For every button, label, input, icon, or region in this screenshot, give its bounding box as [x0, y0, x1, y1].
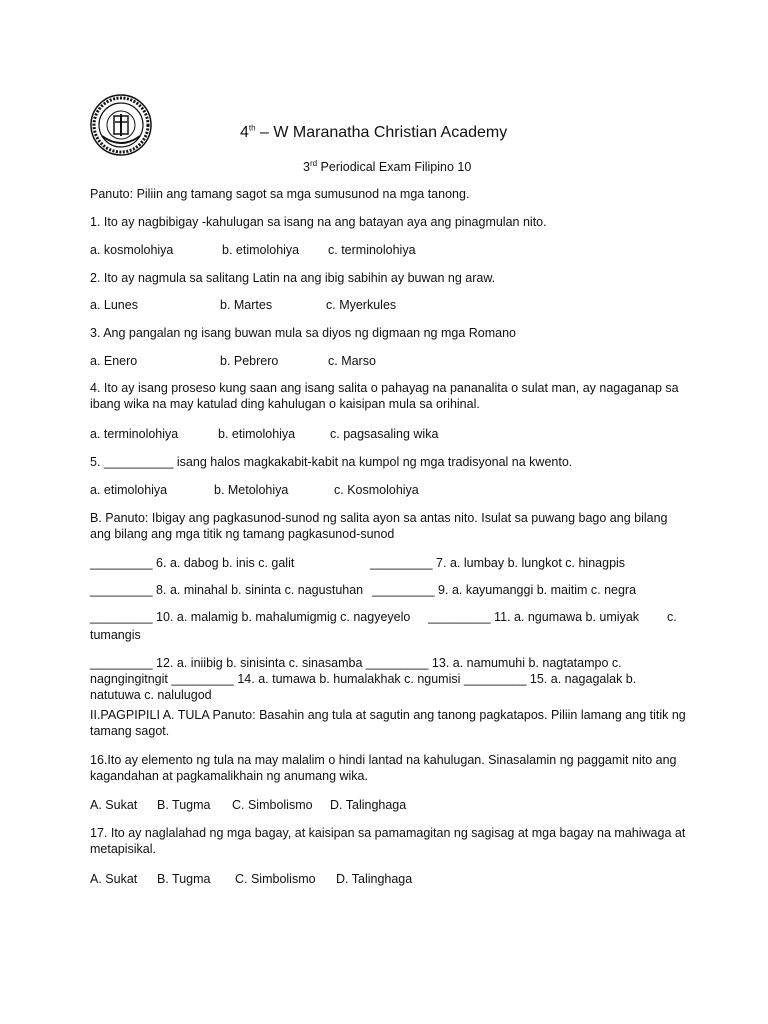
instructions: Panuto: Piliin ang tamang sagot sa mga sumusunod na mga tanong.: [90, 187, 470, 201]
choice-c: c. Kosmolohiya: [334, 483, 419, 497]
item-9: _________ 9. a. kayumanggi b. maitim c. negra: [372, 583, 637, 597]
choice-a: a. Lunes: [90, 298, 138, 312]
question-5: 5. __________ isang halos magkakabit-kabit na kumpol ng mga tradisyonal na kwento.: [90, 455, 573, 469]
choice-a: a. terminolohiya: [90, 427, 179, 441]
item-8: _________ 8. a. minahal b. sininta c. nagustuhan: [90, 583, 364, 597]
question-3: 3. Ang pangalan ng isang buwan mula sa diyos ng digmaan ng mga Romano: [90, 326, 516, 340]
choice-b: b. etimolohiya: [222, 243, 300, 257]
item-10: _________ 10. a. malamig b. mahalumigmig c. nagyeyelo: [90, 610, 411, 624]
school-seal-logo: [90, 94, 152, 156]
choice-c: C. Simbolismo: [235, 872, 316, 886]
choice-a: a. etimolohiya: [90, 483, 168, 497]
items-12-15: _________ 12. a. iniibig b. sinisinta c. sinasamba _________ 13. a. namumuhi b. nagtatampo c. nagngingitngit _________ 14. a. tumawa b. humalakhak c. ngumisi _________ 15. a. nagagalak b. natutuwa c. nalulugod: [90, 656, 637, 702]
choice-b: b. Metolohiya: [214, 483, 289, 497]
part-2-instructions: II.PAGPIPILI A. TULA Panuto: Basahin ang tula at sagutin ang tanong pagkatapos. Piliin lamang ang titik ng tamang sagot.: [90, 708, 686, 738]
item-11: _________ 11. a. ngumawa b. umiyak: [428, 610, 640, 624]
choice-c: c. pagsasaling wika: [330, 427, 439, 441]
item-7: _________ 7. a. lumbay b. lungkot c. hinagpis: [370, 556, 626, 570]
choice-c: C. Simbolismo: [232, 798, 313, 812]
choice-a: A. Sukat: [90, 872, 138, 886]
choice-a: A. Sukat: [90, 798, 138, 812]
choice-b: B. Tugma: [157, 872, 211, 886]
question-2: 2. Ito ay nagmula sa salitang Latin na ang ibig sabihin ay buwan ng araw.: [90, 271, 496, 285]
choice-b: b. Martes: [220, 298, 273, 312]
choice-d: D. Talinghaga: [330, 798, 407, 812]
item-11-wrap: tumangis: [90, 628, 141, 642]
choice-b: b. etimolohiya: [218, 427, 296, 441]
part-b-instructions: B. Panuto: Ibigay ang pagkasunod-sunod ng salita ayon sa antas nito. Isulat sa puwang bago ang bilang ang bilang ang mga titik ng tamang pagkasunod-sunod: [90, 511, 668, 541]
choice-d: D. Talinghaga: [336, 872, 413, 886]
question-4: 4. Ito ay isang proseso kung saan ang isang salita o pahayag na pananalita o sulat man, ay nagaganap sa ibang wika na may katulad ding kahulugan o kaisipan mula sa orihinal.: [90, 381, 679, 411]
choice-c: c. Marso: [328, 354, 376, 368]
choice-a: a. kosmolohiya: [90, 243, 174, 257]
item-11-choice-c: c.: [667, 610, 677, 624]
exam-subtitle: 3rd Periodical Exam Filipino 10: [303, 158, 472, 174]
question-17: 17. Ito ay naglalahad ng mga bagay, at kaisipan sa pamamagitan ng sagisag at mga bagay na mahiwaga at metapisikal.: [90, 826, 686, 856]
choice-b: b. Pebrero: [220, 354, 279, 368]
item-6: _________ 6. a. dabog b. inis c. galit: [90, 556, 295, 570]
choice-b: B. Tugma: [157, 798, 211, 812]
question-16: 16.Ito ay elemento ng tula na may malalim o hindi lantad na kahulugan. Sinasalamin ng paggamit nito ang kagandahan at pagkamalikhain ng anumang wika.: [90, 753, 677, 783]
choice-c: c. terminolohiya: [328, 243, 416, 257]
choice-c: c. Myerkules: [326, 298, 397, 312]
choice-a: a. Enero: [90, 354, 138, 368]
question-1: 1. Ito ay nagbibigay -kahulugan sa isang na ang batayan aya ang pinagmulan nito.: [90, 215, 547, 229]
school-title: 4th – W Maranatha Christian Academy: [240, 123, 508, 141]
